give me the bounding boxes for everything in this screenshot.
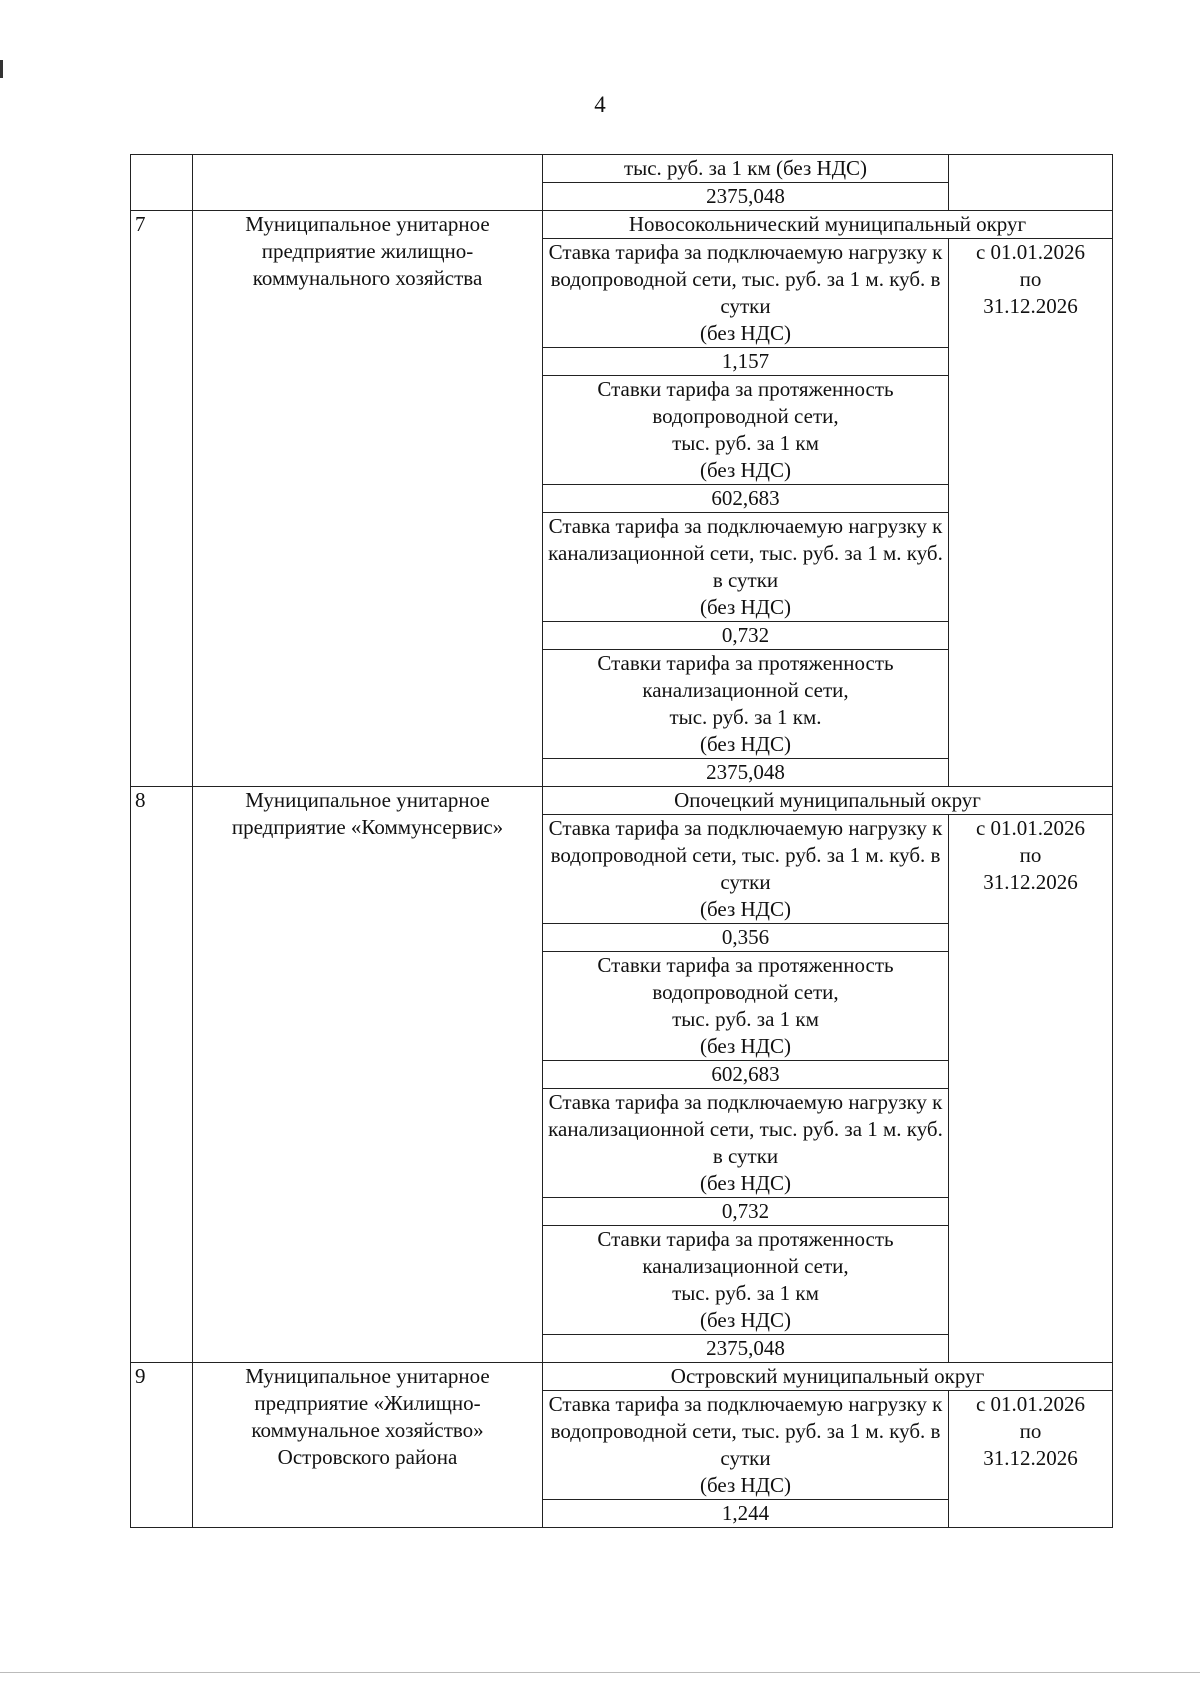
table-row-continuation: [131, 155, 1113, 183]
rate-value: 602,683: [543, 485, 949, 513]
rate-label: Ставки тарифа за протяженность канализационной сети, тыс. руб. за 1 км (без НДС): [543, 1226, 949, 1335]
scan-edge-mark: [0, 60, 3, 78]
rate-label: тыс. руб. за 1 км (без НДС): [543, 155, 949, 183]
row-number: 8: [131, 787, 193, 1363]
table-row: [131, 1363, 1113, 1391]
rate-label: Ставка тарифа за подключаемую нагрузку к водопроводной сети, тыс. руб. за 1 м. куб. в сутки (без НДС): [543, 1391, 949, 1500]
rate-label: Ставка тарифа за подключаемую нагрузку к канализационной сети, тыс. руб. за 1 м. куб. в сутки (без НДС): [543, 1089, 949, 1198]
period-cell: [949, 155, 1113, 211]
validity-period: с 01.01.2026 по 31.12.2026: [949, 1391, 1113, 1528]
rate-label: Ставка тарифа за подключаемую нагрузку к водопроводной сети, тыс. руб. за 1 м. куб. в сутки (без НДС): [543, 239, 949, 348]
table-row: [131, 787, 1113, 815]
rate-value: 0,732: [543, 1198, 949, 1226]
rate-value: 2375,048: [543, 1335, 949, 1363]
rate-value: 2375,048: [543, 183, 949, 211]
validity-period: с 01.01.2026 по 31.12.2026: [949, 815, 1113, 1363]
district-name: Опочецкий муниципальный округ: [543, 787, 1113, 815]
organization-name: Муниципальное унитарное предприятие «Жилищно-коммунальное хозяйство» Островского района: [193, 1363, 543, 1528]
page-number: 4: [594, 92, 606, 117]
rate-value: 0,356: [543, 924, 949, 952]
tariff-table: [130, 154, 1113, 1528]
rate-value: 0,732: [543, 622, 949, 650]
organization-cell: [193, 155, 543, 211]
rate-value: 1,157: [543, 348, 949, 376]
table-row: [131, 211, 1113, 239]
rate-label: Ставка тарифа за подключаемую нагрузку к водопроводной сети, тыс. руб. за 1 м. куб. в сутки (без НДС): [543, 815, 949, 924]
organization-name: Муниципальное унитарное предприятие «Коммунсервис»: [193, 787, 543, 1363]
rate-label: Ставки тарифа за протяженность канализационной сети, тыс. руб. за 1 км. (без НДС): [543, 650, 949, 759]
rate-value: 1,244: [543, 1500, 949, 1528]
row-number: 7: [131, 211, 193, 787]
rate-label: Ставка тарифа за подключаемую нагрузку к канализационной сети, тыс. руб. за 1 м. куб. в сутки (без НДС): [543, 513, 949, 622]
page-bottom-rule: [0, 1672, 1200, 1673]
rate-value: 602,683: [543, 1061, 949, 1089]
organization-name: Муниципальное унитарное предприятие жилищно-коммунального хозяйства: [193, 211, 543, 787]
district-name: Новосокольнический муниципальный округ: [543, 211, 1113, 239]
num-cell: [131, 155, 193, 211]
rate-label: Ставки тарифа за протяженность водопроводной сети, тыс. руб. за 1 км (без НДС): [543, 952, 949, 1061]
rate-value: 2375,048: [543, 759, 949, 787]
validity-period: с 01.01.2026 по 31.12.2026: [949, 239, 1113, 787]
row-number: 9: [131, 1363, 193, 1528]
district-name: Островский муниципальный округ: [543, 1363, 1113, 1391]
rate-label: Ставки тарифа за протяженность водопроводной сети, тыс. руб. за 1 км (без НДС): [543, 376, 949, 485]
